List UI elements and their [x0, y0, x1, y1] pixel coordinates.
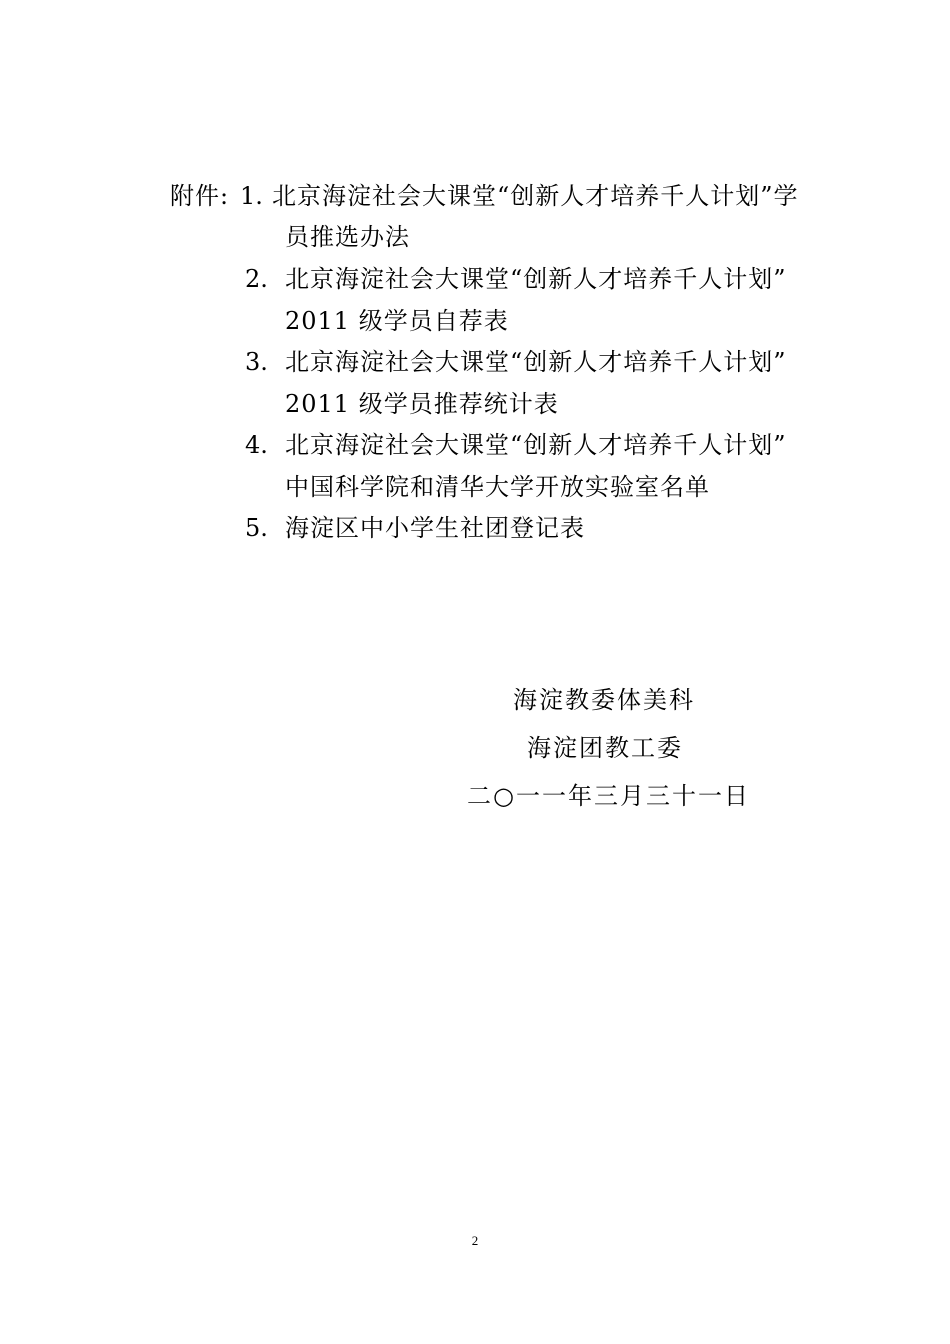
attachment-2-title-cont: 2011 级学员自荐表	[285, 307, 509, 335]
attachment-1-number: 1.	[240, 182, 263, 210]
attachments-label: 附件:	[170, 182, 230, 210]
page-number: 2	[471, 1233, 479, 1248]
attachment-2-title: 北京海淀社会大课堂“创新人才培养千人计划”	[285, 265, 787, 293]
signature-date: 二○一一年三月三十一日	[467, 782, 750, 810]
attachment-3-number: 3.	[245, 348, 268, 376]
attachment-3-title-cont: 2011 级学员推荐统计表	[285, 390, 559, 418]
attachment-5-number: 5.	[245, 514, 268, 542]
attachment-4-number: 4.	[245, 431, 268, 459]
signature-org-1: 海淀教委体美科	[513, 686, 695, 714]
attachment-4-title: 北京海淀社会大课堂“创新人才培养千人计划”	[285, 431, 787, 459]
attachment-1-title: 北京海淀社会大课堂“创新人才培养千人计划”学	[272, 182, 799, 210]
attachment-1-title-cont: 员推选办法	[285, 223, 410, 251]
signature-org-2: 海淀团教工委	[527, 734, 683, 762]
attachment-3-title: 北京海淀社会大课堂“创新人才培养千人计划”	[285, 348, 787, 376]
attachment-4-title-cont: 中国科学院和清华大学开放实验室名单	[285, 473, 710, 501]
attachment-2-number: 2.	[245, 265, 268, 293]
attachment-5-title: 海淀区中小学生社团登记表	[285, 514, 585, 542]
